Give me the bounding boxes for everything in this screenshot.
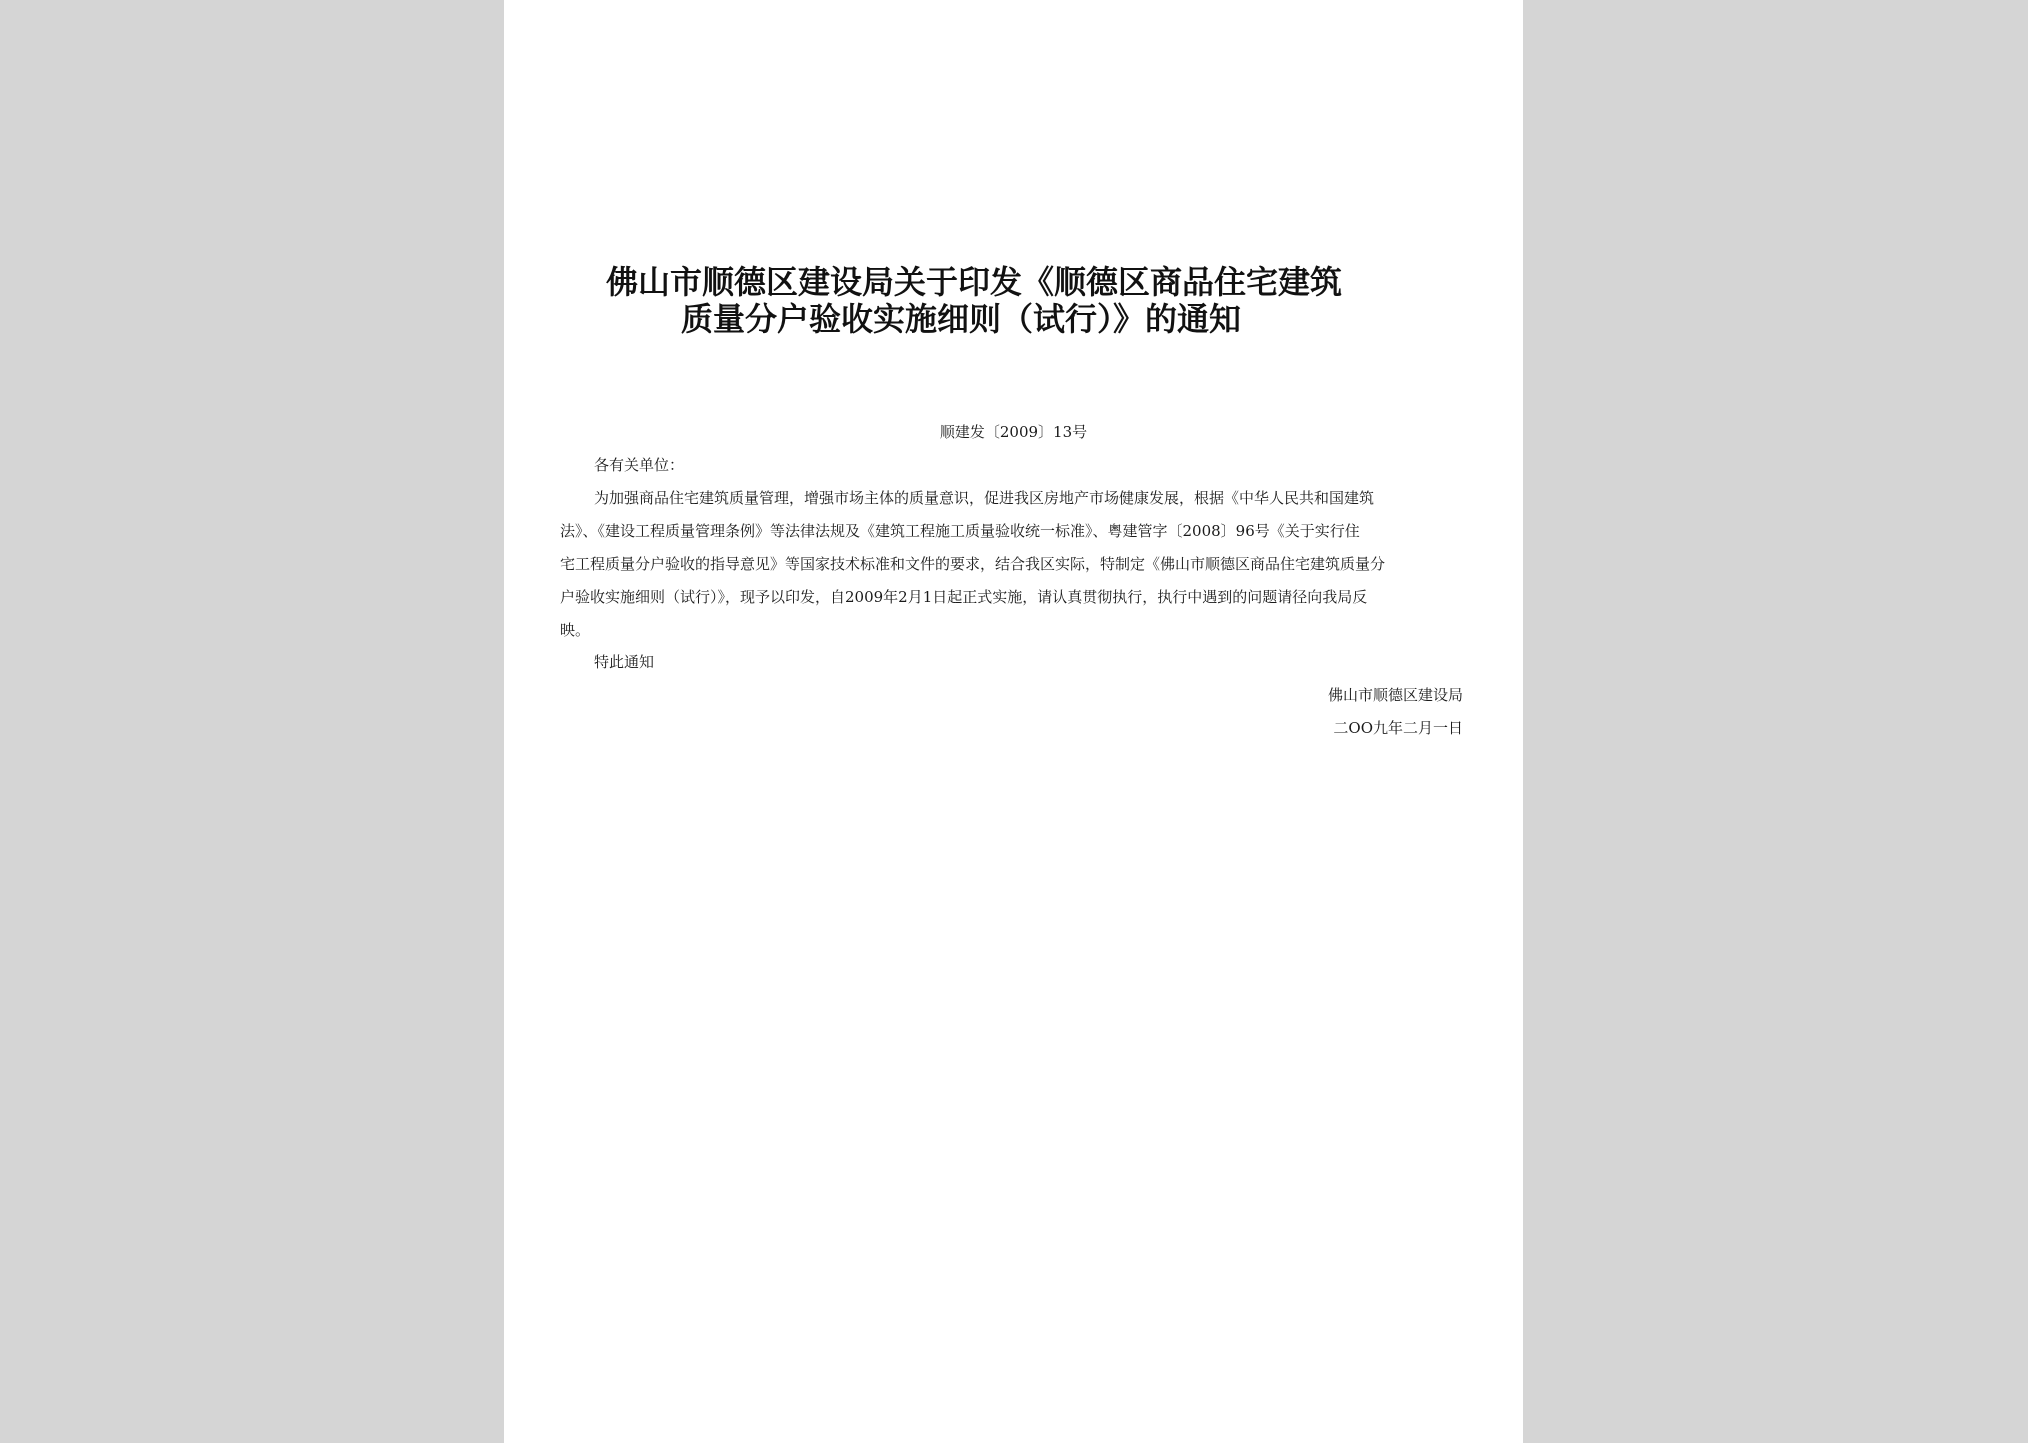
body-paragraph-line: 宅工程质量分户验收的指导意见》等国家技术标准和文件的要求，结合我区实际，特制定《佛山市顺德区商品住宅建筑质量分 xyxy=(560,555,1386,573)
closing-remark: 特此通知 xyxy=(594,653,655,671)
signature-organization: 佛山市顺德区建设局 xyxy=(1327,686,1463,704)
body-paragraph-line: 法》、《建设工程质量管理条例》等法律法规及《建筑工程施工质量验收统一标准》、粤建管字〔2008〕96号《关于实行住 xyxy=(560,522,1360,540)
body-paragraph-line: 映。 xyxy=(560,621,591,639)
body-paragraph-line: 为加强商品住宅建筑质量管理，增强市场主体的质量意识，促进我区房地产市场健康发展，根据《中华人民共和国建筑 xyxy=(594,489,1375,507)
document-title-line-1: 佛山市顺德区建设局关于印发《顺德区商品住宅建筑 xyxy=(606,263,1343,301)
signature-date: 二OO九年二月一日 xyxy=(1333,719,1463,737)
document-page xyxy=(504,0,1523,1443)
body-paragraph-line: 户验收实施细则（试行）》，现予以印发，自2009年2月1日起正式实施，请认真贯彻执行，执行中遇到的问题请径向我局反 xyxy=(560,588,1368,606)
salutation: 各有关单位： xyxy=(594,456,685,474)
document-title-line-2: 质量分户验收实施细则（试行）》的通知 xyxy=(681,300,1242,338)
document-number: 顺建发〔2009〕13号 xyxy=(939,423,1088,441)
